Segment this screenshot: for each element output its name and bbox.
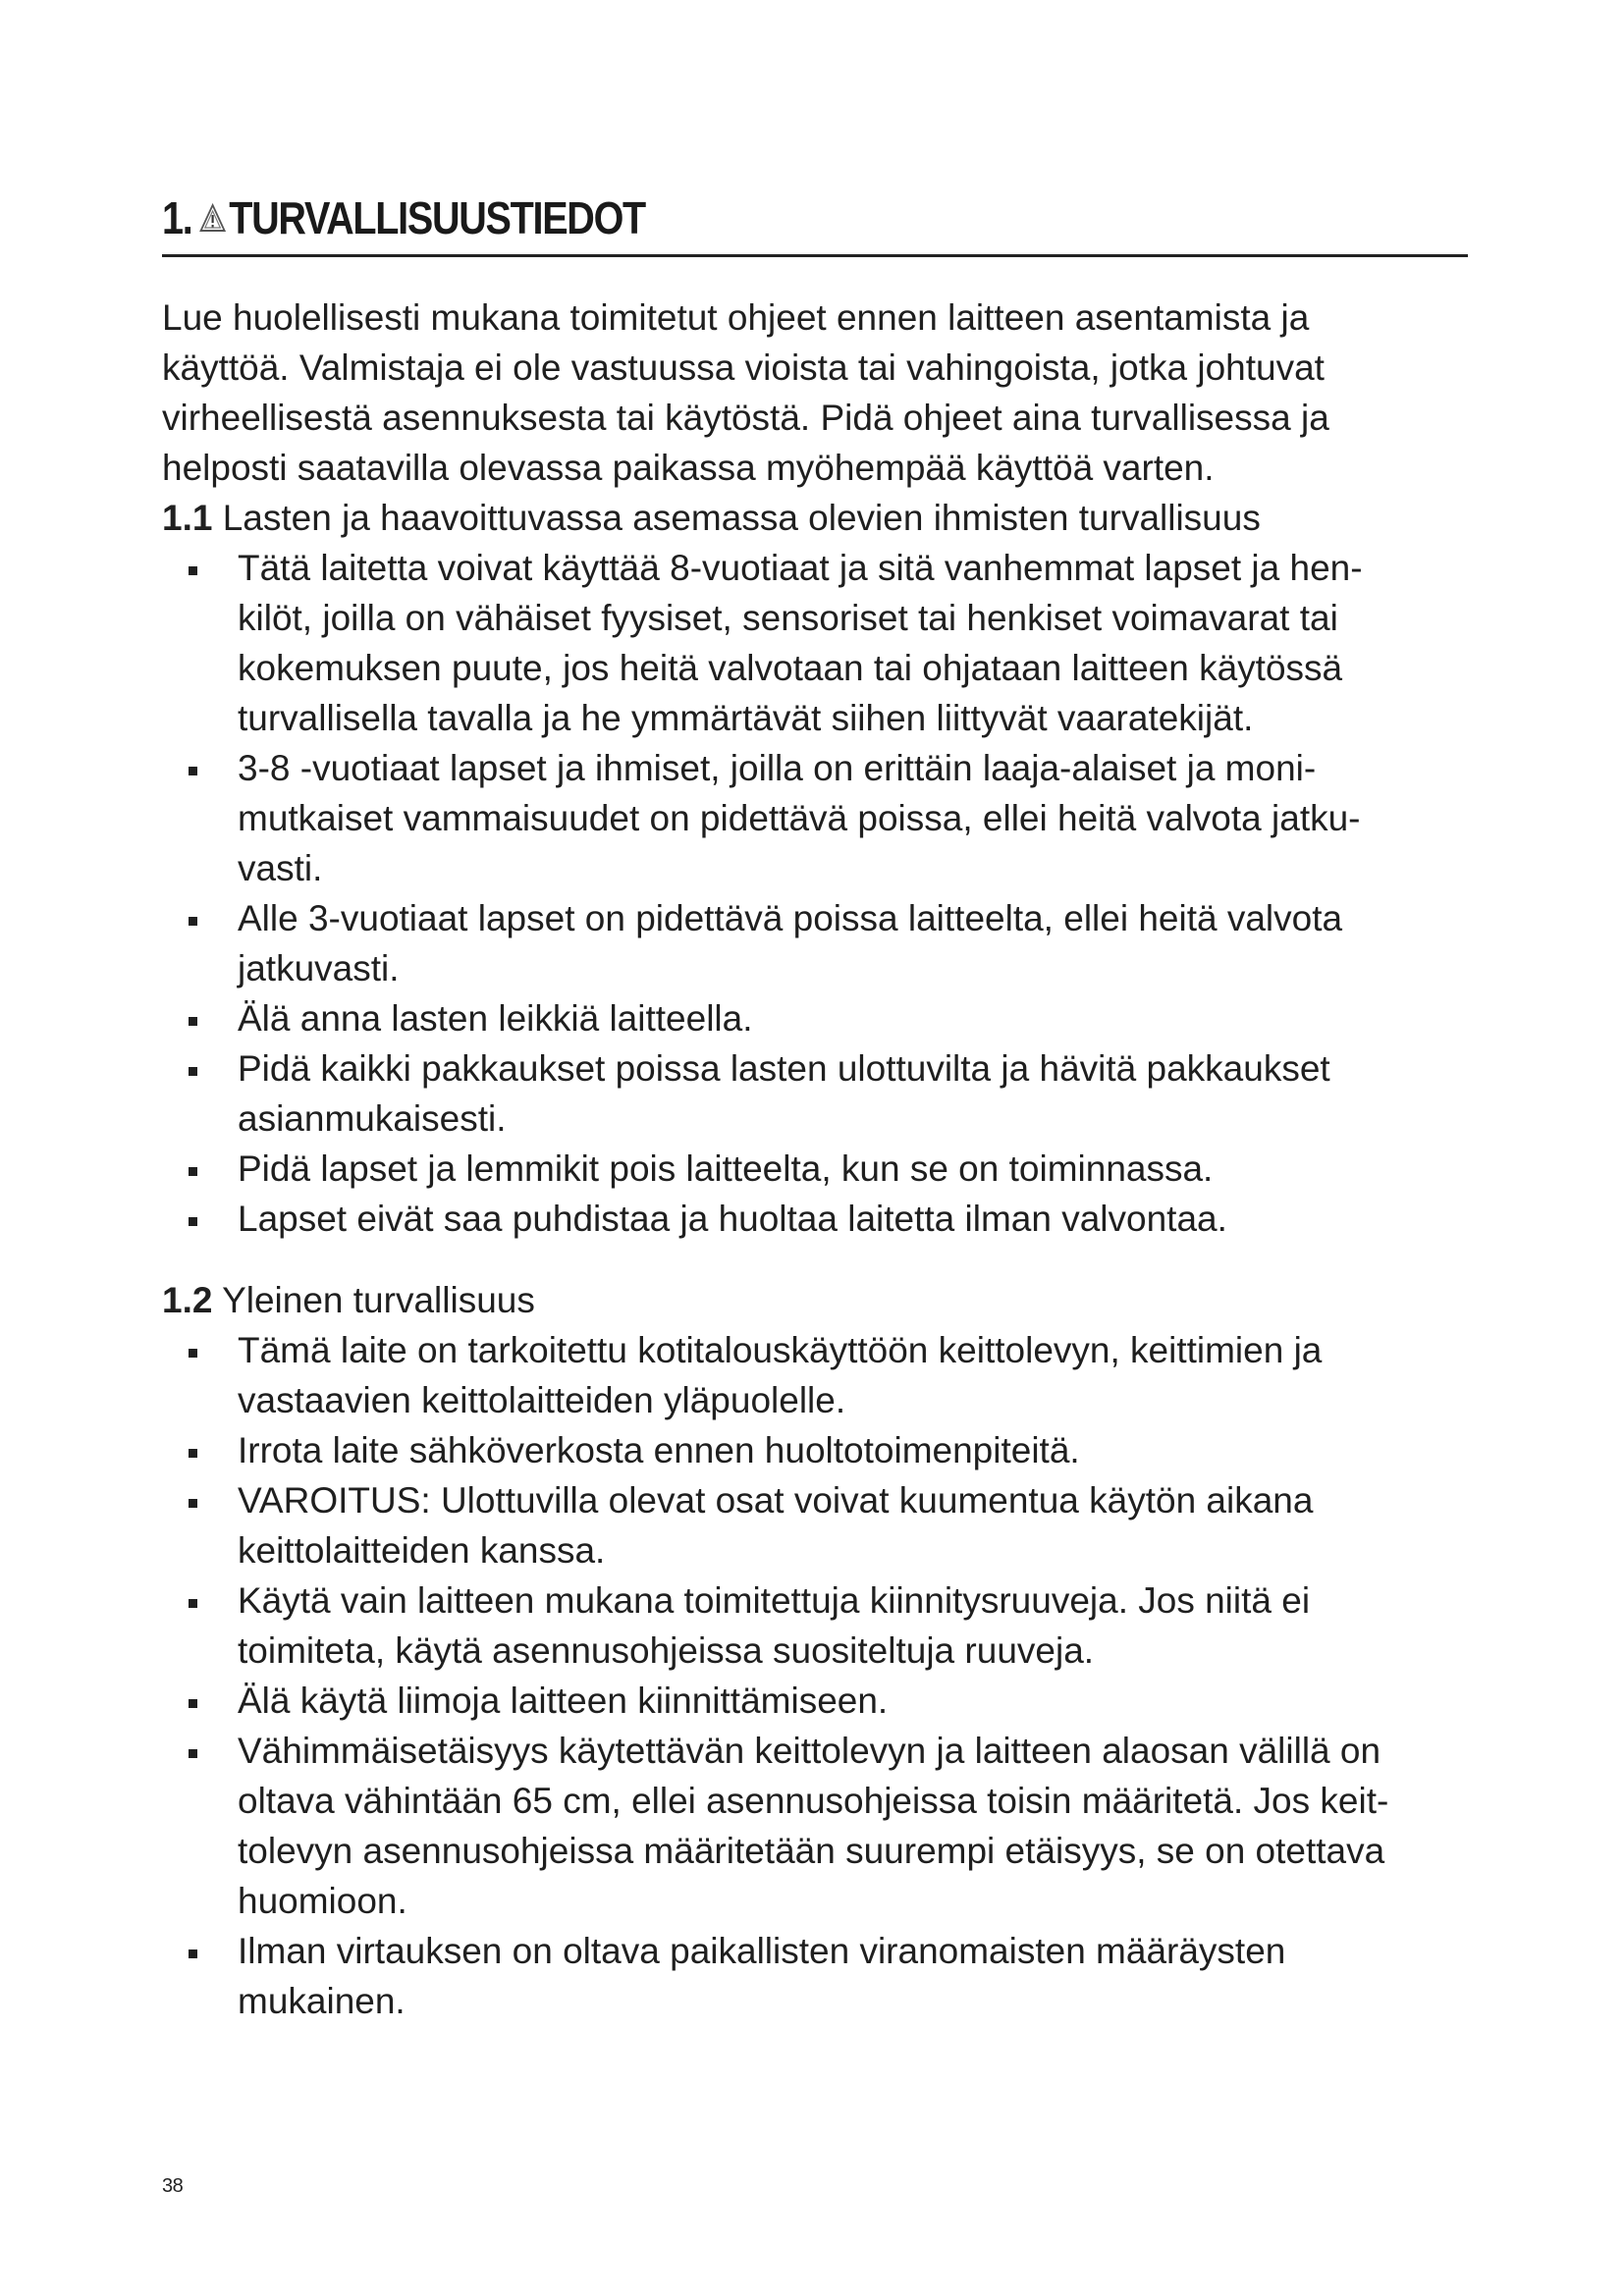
item-line: keittolaitteiden kanssa.	[238, 1530, 606, 1571]
item-line: huomioon.	[238, 1881, 407, 1921]
item-line: Pidä lapset ja lemmikit pois laitteelta, kun se on toiminnassa.	[238, 1148, 1214, 1189]
item-line: mukainen.	[238, 1981, 406, 2021]
section-heading	[162, 188, 645, 247]
heading-title: TURVALLISUUSTIEDOT	[229, 192, 645, 243]
heading-divider	[162, 254, 1468, 257]
item-line: VAROITUS: Ulottuvilla olevat osat voivat kuumentua käytön aikana	[238, 1480, 1314, 1521]
bullet-icon	[187, 1144, 238, 1194]
list-item	[187, 993, 1468, 1043]
bullet-icon	[187, 1676, 238, 1726]
item-line: toimiteta, käytä asennusohjeissa suositeltuja ruuveja.	[238, 1630, 1095, 1671]
item-line: Älä käytä liimoja laitteen kiinnittämiseen.	[238, 1681, 889, 1721]
bullet-icon	[187, 743, 238, 793]
bullet-icon	[187, 993, 238, 1043]
item-line: Alle 3-vuotiaat lapset on pidettävä poissa laitteelta, ellei heitä valvota	[238, 898, 1343, 938]
subsection-heading-1-2	[162, 1275, 1468, 1325]
item-line: Vähimmäisetäisyys käytettävän keittolevyn ja laitteen alaosan välillä on	[238, 1731, 1381, 1771]
document-body	[162, 293, 1468, 2026]
list-item	[187, 543, 1468, 743]
intro-paragraph	[162, 293, 1468, 493]
bullet-list-1-2	[162, 1325, 1468, 2026]
bullet-icon	[187, 1926, 238, 1976]
subsection-title: Yleinen turvallisuus	[222, 1280, 535, 1320]
bullet-icon	[187, 1043, 238, 1094]
list-item	[187, 1325, 1468, 1425]
item-line: mutkaiset vammaisuudet on pidettävä poissa, ellei heitä valvota jatku-	[238, 798, 1361, 838]
item-line: Lapset eivät saa puhdistaa ja huoltaa laitetta ilman valvontaa.	[238, 1199, 1227, 1239]
bullet-icon	[187, 1575, 238, 1626]
bullet-icon	[187, 1194, 238, 1244]
item-line: tolevyn asennusohjeissa määritetään suurempi etäisyys, se on otettava	[238, 1831, 1385, 1871]
intro-line: käyttöä. Valmistaja ei ole vastuussa vioista tai vahingoista, jotka johtuvat	[162, 347, 1325, 388]
list-item	[187, 1194, 1468, 1244]
item-line: oltava vähintään 65 cm, ellei asennusohjeissa toisin määritetä. Jos keit-	[238, 1781, 1389, 1821]
bullet-icon	[187, 893, 238, 943]
item-line: Tämä laite on tarkoitettu kotitalouskäyttöön keittolevyn, keittimien ja	[238, 1330, 1323, 1370]
subsection-heading-1-1	[162, 493, 1468, 543]
intro-line: Lue huolellisesti mukana toimitetut ohjeet ennen laitteen asentamista ja	[162, 297, 1310, 338]
item-line: kilöt, joilla on vähäiset fyysiset, sensoriset tai henkiset voimavarat tai	[238, 598, 1338, 638]
list-item	[187, 1043, 1468, 1144]
list-item	[187, 893, 1468, 993]
item-line: vastaavien keittolaitteiden yläpuolelle.	[238, 1380, 846, 1420]
item-line: kokemuksen puute, jos heitä valvotaan tai ohjataan laitteen käytössä	[238, 648, 1343, 688]
item-line: Pidä kaikki pakkaukset poissa lasten ulottuvilta ja hävitä pakkaukset	[238, 1048, 1330, 1089]
list-item	[187, 1475, 1468, 1575]
list-item	[187, 1425, 1468, 1475]
intro-line: helposti saatavilla olevassa paikassa myöhempää käyttöä varten.	[162, 448, 1215, 488]
subsection-number: 1.1	[162, 498, 213, 538]
bullet-icon	[187, 1475, 238, 1525]
item-line: Ilman virtauksen on oltava paikallisten viranomaisten määräysten	[238, 1931, 1286, 1971]
item-line: Älä anna lasten leikkiä laitteella.	[238, 998, 753, 1039]
item-line: asianmukaisesti.	[238, 1098, 507, 1139]
bullet-icon	[187, 1726, 238, 1776]
list-item	[187, 1926, 1468, 2026]
list-item	[187, 743, 1468, 893]
subsection-title: Lasten ja haavoittuvassa asemassa olevien ihmisten turvallisuus	[222, 498, 1261, 538]
warning-triangle-icon	[198, 201, 227, 235]
heading-number: 1.	[162, 192, 192, 243]
subsection-number: 1.2	[162, 1280, 213, 1320]
list-item	[187, 1676, 1468, 1726]
bullet-list-1-1	[162, 543, 1468, 1244]
bullet-icon	[187, 543, 238, 593]
item-line: jatkuvasti.	[238, 948, 400, 988]
item-line: 3-8 -vuotiaat lapset ja ihmiset, joilla on erittäin laaja-alaiset ja moni-	[238, 748, 1317, 788]
item-line: Tätä laitetta voivat käyttää 8-vuotiaat ja sitä vanhemmat lapset ja hen-	[238, 548, 1363, 588]
list-item	[187, 1575, 1468, 1676]
item-line: Käytä vain laitteen mukana toimitettuja kiinnitysruuveja. Jos niitä ei	[238, 1580, 1311, 1621]
intro-line: virheellisestä asennuksesta tai käytöstä. Pidä ohjeet aina turvallisessa ja	[162, 398, 1329, 438]
list-item	[187, 1726, 1468, 1926]
item-line: turvallisella tavalla ja he ymmärtävät siihen liittyvät vaaratekijät.	[238, 698, 1254, 738]
bullet-icon	[187, 1325, 238, 1375]
item-line: Irrota laite sähköverkosta ennen huoltotoimenpiteitä.	[238, 1430, 1080, 1470]
page-number: 38	[162, 2175, 184, 2197]
section-spacer	[162, 1244, 1468, 1275]
list-item	[187, 1144, 1468, 1194]
item-line: vasti.	[238, 848, 323, 888]
bullet-icon	[187, 1425, 238, 1475]
